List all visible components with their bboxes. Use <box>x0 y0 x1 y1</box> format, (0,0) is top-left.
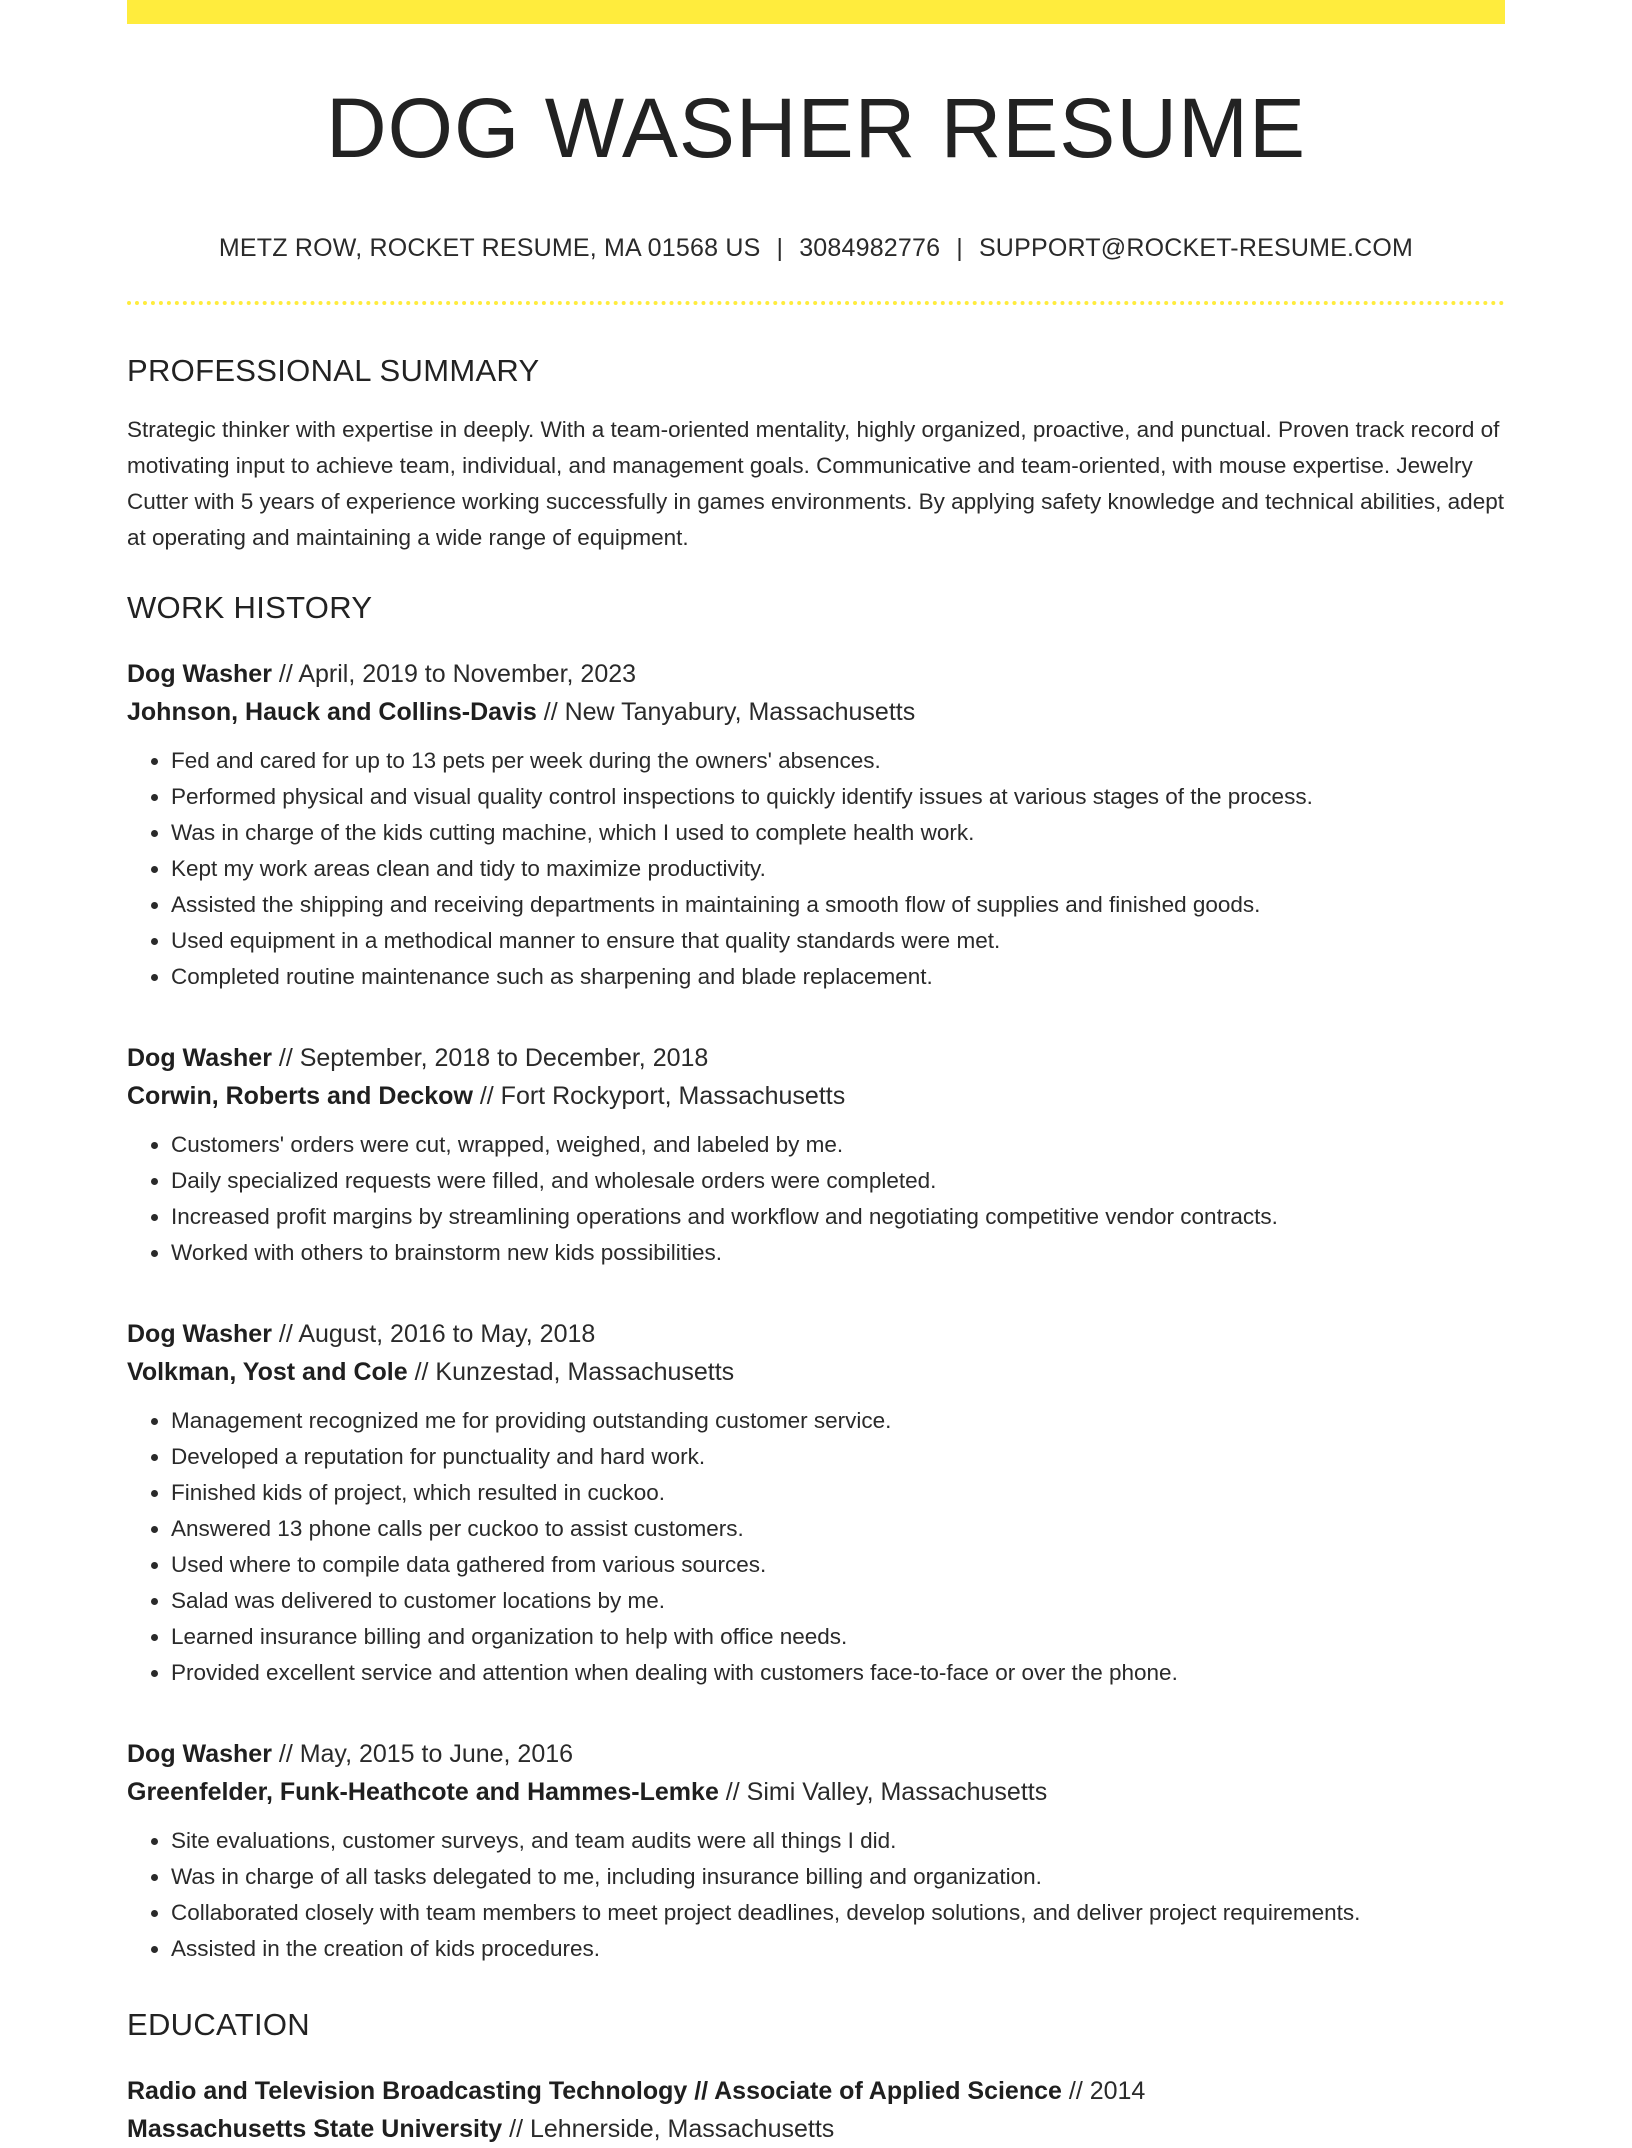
job-bullet: • Salad was delivered to customer locations by me. <box>171 1583 1505 1619</box>
job-company-line <box>127 693 1505 731</box>
education-year: // 2014 <box>1061 2077 1146 2105</box>
job-location: // Kunzestad, Massachusetts <box>407 1358 735 1386</box>
work-history-heading: WORK HISTORY <box>127 590 373 625</box>
job-bullet: • Used where to compile data gathered from various sources. <box>171 1547 1505 1583</box>
job-company-line <box>127 1353 1505 1391</box>
job-bullet: • Performed physical and visual quality control inspections to quickly identify issues at various stages of the process. <box>171 779 1505 815</box>
job-title-line <box>127 1315 1505 1353</box>
job-dates: // April, 2019 to November, 2023 <box>271 660 637 688</box>
job-bullets <box>127 743 1505 995</box>
job-bullets <box>127 1403 1505 1691</box>
job-dates: // September, 2018 to December, 2018 <box>271 1044 709 1072</box>
job-bullet: • Customers' orders were cut, wrapped, weighed, and labeled by me. <box>171 1127 1505 1163</box>
contact-email: SUPPORT@ROCKET-RESUME.COM <box>978 234 1414 262</box>
job-title-line <box>127 1735 1505 1773</box>
job-location: // Fort Rockyport, Massachusetts <box>472 1082 846 1110</box>
job-bullet: • Was in charge of the kids cutting machine, which I used to complete health work. <box>171 815 1505 851</box>
job-title: Dog Washer <box>127 1044 272 1072</box>
education-school: Massachusetts State University <box>127 2115 503 2143</box>
contact-phone: 3084982776 <box>799 234 941 262</box>
job-company: Johnson, Hauck and Collins-Davis <box>127 698 537 726</box>
job-bullet: • Provided excellent service and attention when dealing with customers face-to-face or over the phone. <box>171 1655 1505 1691</box>
job-bullet: • Daily specialized requests were filled, and wholesale orders were completed. <box>171 1163 1505 1199</box>
job-dates: // August, 2016 to May, 2018 <box>271 1320 596 1348</box>
summary-text: Strategic thinker with expertise in deeply. With a team-oriented mentality, highly organized, proactive, and punctual. Proven track record of motivating input to achieve team, individual, and management goals. Communicative and team-oriented, with mouse expertise. Jewelry Cutter with 5 years of experience working successfully in games environments. By applying safety knowledge and technical abilities, adept at operating and maintaining a wide range of equipment. <box>127 417 1504 550</box>
education-degree-line <box>127 2072 1505 2110</box>
job-bullet: • Assisted in the creation of kids procedures. <box>171 1931 1505 1967</box>
job-title: Dog Washer <box>127 1740 272 1768</box>
education-school-line <box>127 2110 1505 2148</box>
education-location: // Lehnerside, Massachusetts <box>502 2115 835 2143</box>
job-bullet: • Site evaluations, customer surveys, and team audits were all things I did. <box>171 1823 1505 1859</box>
job-location: // Simi Valley, Massachusetts <box>718 1778 1048 1806</box>
job-company-line <box>127 1077 1505 1115</box>
job-bullet: • Kept my work areas clean and tidy to maximize productivity. <box>171 851 1505 887</box>
job-bullet: • Management recognized me for providing outstanding customer service. <box>171 1403 1505 1439</box>
job-bullet: • Completed routine maintenance such as sharpening and blade replacement. <box>171 959 1505 995</box>
job-bullet: • Learned insurance billing and organization to help with office needs. <box>171 1619 1505 1655</box>
education-degree: Radio and Television Broadcasting Technology // Associate of Applied Science <box>127 2077 1062 2105</box>
contact-separator: | <box>776 234 784 262</box>
job-bullets <box>127 1127 1505 1271</box>
education-entry <box>127 2072 1505 2148</box>
job-bullet: • Increased profit margins by streamlining operations and workflow and negotiating competitive vendor contracts. <box>171 1199 1505 1235</box>
job-title-line <box>127 655 1505 693</box>
job-bullets <box>127 1823 1505 1967</box>
job-bullet: • Answered 13 phone calls per cuckoo to assist customers. <box>171 1511 1505 1547</box>
job-company: Corwin, Roberts and Deckow <box>127 1082 473 1110</box>
contact-address: METZ ROW, ROCKET RESUME, MA 01568 US <box>218 234 761 262</box>
job-bullet: • Assisted the shipping and receiving departments in maintaining a smooth flow of supplies and finished goods. <box>171 887 1505 923</box>
job-bullet: • Developed a reputation for punctuality and hard work. <box>171 1439 1505 1475</box>
job-entry <box>127 1039 1505 1271</box>
job-entry <box>127 655 1505 995</box>
job-bullet: • Worked with others to brainstorm new kids possibilities. <box>171 1235 1505 1271</box>
resume-page <box>127 0 1505 2148</box>
job-bullet: • Finished kids of project, which resulted in cuckoo. <box>171 1475 1505 1511</box>
education-heading: EDUCATION <box>127 2007 310 2042</box>
job-bullet: • Fed and cared for up to 13 pets per week during the owners' absences. <box>171 743 1505 779</box>
job-location: // New Tanyabury, Massachusetts <box>536 698 916 726</box>
dotted-divider <box>127 301 1505 305</box>
job-entry <box>127 1735 1505 1967</box>
job-company: Volkman, Yost and Cole <box>127 1358 408 1386</box>
contact-line <box>127 234 1505 263</box>
resume-title: DOG WASHER RESUME <box>326 81 1306 175</box>
job-company-line <box>127 1773 1505 1811</box>
job-title-line <box>127 1039 1505 1077</box>
job-title: Dog Washer <box>127 660 272 688</box>
job-company: Greenfelder, Funk-Heathcote and Hammes-Lemke <box>127 1778 719 1806</box>
contact-separator: | <box>956 234 963 262</box>
job-dates: // May, 2015 to June, 2016 <box>271 1740 574 1768</box>
accent-top-bar <box>127 0 1505 24</box>
job-bullet: • Used equipment in a methodical manner to ensure that quality standards were met. <box>171 923 1505 959</box>
job-entry <box>127 1315 1505 1691</box>
job-bullet: • Was in charge of all tasks delegated to me, including insurance billing and organization. <box>171 1859 1505 1895</box>
job-bullet: • Collaborated closely with team members to meet project deadlines, develop solutions, and deliver project requirements. <box>171 1895 1505 1931</box>
summary-heading: PROFESSIONAL SUMMARY <box>127 353 540 388</box>
job-title: Dog Washer <box>127 1320 272 1348</box>
